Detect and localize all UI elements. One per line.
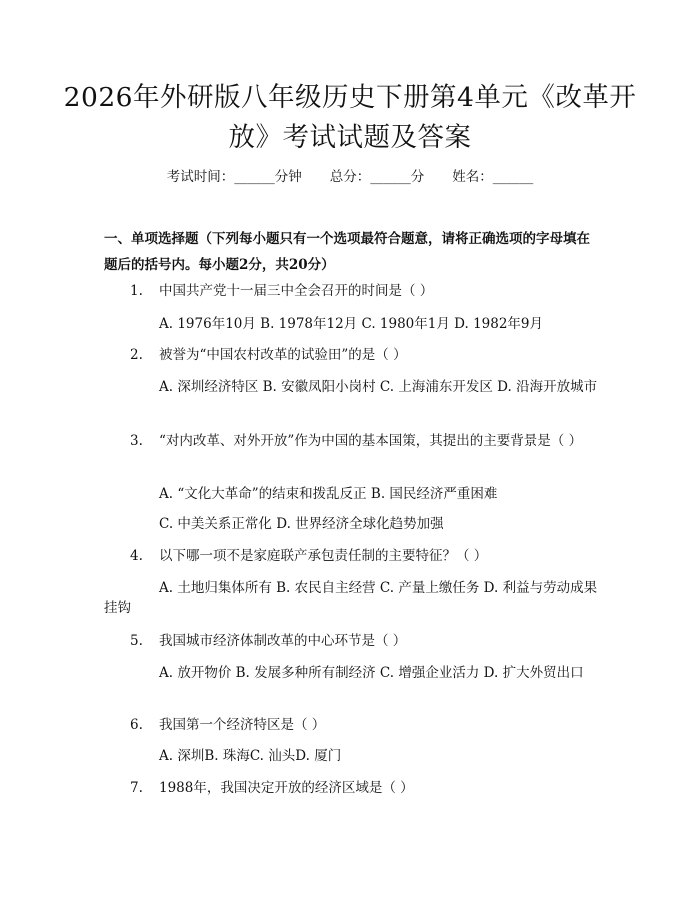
question-5-options: A. 放开物价 B. 发展多种所有制经济 C. 增强企业活力 D. 扩大外贸出口 bbox=[159, 665, 584, 681]
question-text: 我国第一个经济特区是（ ） bbox=[159, 717, 326, 733]
question-2-options: A. 深圳经济特区 B. 安徽凤阳小岗村 C. 上海浦东开发区 D. 沿海开放城市 bbox=[159, 379, 598, 395]
question-number: 4. bbox=[130, 548, 143, 564]
question-text: 以下哪一项不是家庭联产承包责任制的主要特征？（ ） bbox=[159, 548, 488, 564]
question-6-options: A. 深圳B. 珠海C. 汕头D. 厦门 bbox=[159, 748, 342, 764]
question-number: 6. bbox=[130, 717, 143, 733]
question-number: 1. bbox=[130, 283, 143, 299]
question-text: 我国城市经济体制改革的中心环节是（ ） bbox=[159, 633, 407, 649]
exam-info-line bbox=[60, 167, 640, 187]
total-score-field: 总分：______分 bbox=[329, 169, 425, 185]
question-text: 中国共产党十一届三中全会召开的时间是（ ） bbox=[159, 283, 434, 299]
question-3-text-block bbox=[104, 431, 600, 451]
question-number: 5. bbox=[130, 633, 143, 649]
question-3-options-line-2: C. 中美关系正常化 D. 世界经济全球化趋势加强 bbox=[159, 516, 444, 532]
question-number: 3. bbox=[130, 433, 143, 449]
exam-time-field: 考试时间：______分钟 bbox=[166, 169, 302, 185]
question-4-options: A. 土地归集体所有 B. 农民自主经营 C. 产量上缴任务 D. 利益与劳动成果挂钩 bbox=[104, 580, 598, 616]
page-title: 2026年外研版八年级历史下册第4单元《改革开放》考试试题及答案 bbox=[63, 82, 637, 153]
question-text: 被誉为“中国农村改革的试验田”的是（ ） bbox=[159, 347, 407, 363]
name-field: 姓名：______ bbox=[452, 169, 534, 185]
question-1-options: A. 1976年10月 B. 1978年12月 C. 1980年1月 D. 1982年9月 bbox=[159, 316, 544, 332]
question-text: 1988年，我国决定开放的经济区域是（ ） bbox=[159, 780, 414, 796]
question-number: 2. bbox=[130, 347, 143, 363]
question-number: 7. bbox=[130, 780, 143, 796]
section-heading: 一、单项选择题（下列每小题只有一个选项最符合题意，请将正确选项的字母填在题后的括号内。每小题2分，共20分） bbox=[104, 231, 590, 273]
question-3-options-line-1: A. “文化大革命”的结束和拨乱反正 B. 国民经济严重困难 bbox=[159, 486, 498, 502]
question-text: “对内改革、对外开放”作为中国的基本国策，其提出的主要背景是（ ） bbox=[159, 433, 583, 449]
